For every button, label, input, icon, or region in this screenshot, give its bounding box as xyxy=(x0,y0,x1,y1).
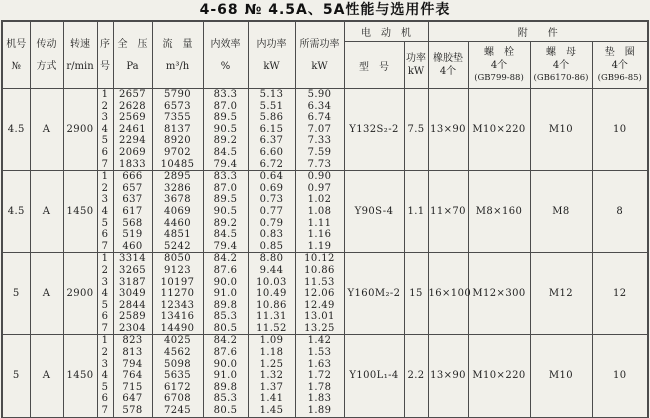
cell-required-power: 6.34 xyxy=(295,101,344,113)
cell-seq: 2 xyxy=(97,347,113,359)
cell-flow: 6708 xyxy=(152,393,203,405)
cell-required-power: 13.25 xyxy=(295,323,344,335)
cell-pressure: 2461 xyxy=(113,124,152,136)
cell-required-power: 1.72 xyxy=(295,370,344,382)
cell-required-power: 1.16 xyxy=(295,229,344,241)
cell-internal-power: 1.45 xyxy=(248,405,295,418)
cell-drive: A xyxy=(30,335,63,418)
cell-pressure: 460 xyxy=(113,241,152,253)
cell-efficiency: 85.3 xyxy=(203,393,248,405)
cell-seq: 6 xyxy=(97,229,113,241)
cell-internal-power: 5.86 xyxy=(248,112,295,124)
cell-seq: 6 xyxy=(97,393,113,405)
cell-internal-power: 6.15 xyxy=(248,124,295,136)
cell-flow: 10485 xyxy=(152,159,203,171)
cell-internal-power: 1.41 xyxy=(248,393,295,405)
cell-required-power: 0.97 xyxy=(295,183,344,195)
table-row xyxy=(2,335,648,347)
cell-efficiency: 87.0 xyxy=(203,183,248,195)
cell-efficiency: 89.5 xyxy=(203,112,248,124)
cell-required-power: 1.63 xyxy=(295,359,344,371)
cell-required-power: 12.49 xyxy=(295,300,344,312)
cell-required-power: 1.08 xyxy=(295,206,344,218)
cell-flow: 8137 xyxy=(152,124,203,136)
cell-internal-power: 10.86 xyxy=(248,300,295,312)
cell-seq: 4 xyxy=(97,124,113,136)
cell-washer: 12 xyxy=(592,253,648,335)
cell-motor-model: Y160M₂-2 xyxy=(344,253,404,335)
cell-internal-power: 1.09 xyxy=(248,335,295,347)
cell-nut: M12 xyxy=(530,253,592,335)
cell-efficiency: 83.3 xyxy=(203,171,248,183)
cell-efficiency: 90.0 xyxy=(203,277,248,289)
cell-required-power: 7.73 xyxy=(295,159,344,171)
cell-motor-model: Y100L₁-4 xyxy=(344,335,404,418)
cell-flow: 4460 xyxy=(152,218,203,230)
cell-efficiency: 90.5 xyxy=(203,124,248,136)
cell-internal-power: 0.64 xyxy=(248,171,295,183)
cell-motor-model: Y132S₂-2 xyxy=(344,89,404,171)
cell-required-power: 11.53 xyxy=(295,277,344,289)
cell-efficiency: 84.5 xyxy=(203,147,248,159)
cell-bolt: M10×220 xyxy=(468,89,530,171)
cell-required-power: 13.01 xyxy=(295,311,344,323)
page-title: 4-68 № 4.5A、5A性能与选用件表 xyxy=(199,2,451,18)
cell-efficiency: 87.6 xyxy=(203,265,248,277)
cell-pressure: 2589 xyxy=(113,311,152,323)
cell-required-power: 10.86 xyxy=(295,265,344,277)
cell-seq: 5 xyxy=(97,135,113,147)
header-group-motor: 电 动 机 xyxy=(344,21,428,42)
cell-flow: 7355 xyxy=(152,112,203,124)
cell-efficiency: 84.2 xyxy=(203,253,248,265)
header-motor-model: 型 号 xyxy=(344,42,404,89)
cell-rubber-pad: 13×90 xyxy=(428,89,468,171)
cell-efficiency: 90.0 xyxy=(203,359,248,371)
cell-motor-power: 2.2 xyxy=(404,335,428,418)
cell-internal-power: 6.37 xyxy=(248,135,295,147)
cell-efficiency: 87.0 xyxy=(203,101,248,113)
cell-seq: 3 xyxy=(97,112,113,124)
cell-required-power: 1.83 xyxy=(295,393,344,405)
cell-flow: 4851 xyxy=(152,229,203,241)
cell-drive: A xyxy=(30,89,63,171)
cell-efficiency: 85.3 xyxy=(203,311,248,323)
cell-required-power: 12.06 xyxy=(295,288,344,300)
cell-seq: 7 xyxy=(97,405,113,418)
cell-internal-power: 5.51 xyxy=(248,101,295,113)
cell-speed: 1450 xyxy=(63,171,97,253)
cell-washer: 10 xyxy=(592,89,648,171)
cell-speed: 2900 xyxy=(63,89,97,171)
header-drive: 传动 方式 xyxy=(30,21,63,89)
cell-pressure: 2628 xyxy=(113,101,152,113)
cell-internal-power: 5.13 xyxy=(248,89,295,101)
cell-flow: 9123 xyxy=(152,265,203,277)
cell-required-power: 1.02 xyxy=(295,194,344,206)
cell-flow: 9702 xyxy=(152,147,203,159)
cell-internal-power: 10.03 xyxy=(248,277,295,289)
cell-seq: 2 xyxy=(97,265,113,277)
cell-internal-power: 0.77 xyxy=(248,206,295,218)
cell-seq: 5 xyxy=(97,300,113,312)
header-speed: 转速 r/min xyxy=(63,21,97,89)
cell-seq: 1 xyxy=(97,335,113,347)
header-efficiency: 内效率 % xyxy=(203,21,248,89)
cell-machine-no: 5 xyxy=(2,253,30,335)
header-seq: 序 号 xyxy=(97,21,113,89)
cell-required-power: 6.74 xyxy=(295,112,344,124)
cell-pressure: 3187 xyxy=(113,277,152,289)
cell-efficiency: 84.2 xyxy=(203,335,248,347)
cell-efficiency: 87.6 xyxy=(203,347,248,359)
cell-pressure: 2657 xyxy=(113,89,152,101)
header-internal-power: 内功率 kW xyxy=(248,21,295,89)
cell-efficiency: 84.5 xyxy=(203,229,248,241)
cell-seq: 4 xyxy=(97,288,113,300)
header-motor-power: 功率 kW xyxy=(404,42,428,89)
cell-bolt: M8×160 xyxy=(468,171,530,253)
cell-flow: 14490 xyxy=(152,323,203,335)
cell-efficiency: 89.8 xyxy=(203,382,248,394)
header-group-attachments: 附 件 xyxy=(428,21,648,42)
cell-efficiency: 89.5 xyxy=(203,194,248,206)
cell-rubber-pad: 13×90 xyxy=(428,335,468,418)
cell-washer: 8 xyxy=(592,171,648,253)
cell-pressure: 715 xyxy=(113,382,152,394)
cell-seq: 1 xyxy=(97,89,113,101)
cell-motor-power: 1.1 xyxy=(404,171,428,253)
cell-internal-power: 10.49 xyxy=(248,288,295,300)
cell-internal-power: 0.79 xyxy=(248,218,295,230)
cell-motor-power: 7.5 xyxy=(404,89,428,171)
cell-nut: M10 xyxy=(530,335,592,418)
cell-flow: 5790 xyxy=(152,89,203,101)
cell-pressure: 813 xyxy=(113,347,152,359)
cell-required-power: 7.59 xyxy=(295,147,344,159)
cell-internal-power: 0.83 xyxy=(248,229,295,241)
cell-internal-power: 11.52 xyxy=(248,323,295,335)
cell-pressure: 764 xyxy=(113,370,152,382)
cell-flow: 4069 xyxy=(152,206,203,218)
cell-internal-power: 8.80 xyxy=(248,253,295,265)
cell-seq: 7 xyxy=(97,159,113,171)
cell-efficiency: 89.2 xyxy=(203,218,248,230)
table-row xyxy=(2,171,648,183)
cell-pressure: 3314 xyxy=(113,253,152,265)
cell-required-power: 5.90 xyxy=(295,89,344,101)
cell-washer: 10 xyxy=(592,335,648,418)
cell-pressure: 2844 xyxy=(113,300,152,312)
cell-required-power: 1.53 xyxy=(295,347,344,359)
cell-pressure: 2069 xyxy=(113,147,152,159)
cell-seq: 2 xyxy=(97,183,113,195)
table-body xyxy=(2,89,648,418)
cell-internal-power: 1.37 xyxy=(248,382,295,394)
cell-flow: 6172 xyxy=(152,382,203,394)
header-rubber-pad: 橡胶垫 4个 xyxy=(428,42,468,89)
cell-seq: 7 xyxy=(97,323,113,335)
cell-seq: 3 xyxy=(97,194,113,206)
cell-flow: 11270 xyxy=(152,288,203,300)
cell-pressure: 1833 xyxy=(113,159,152,171)
cell-internal-power: 11.31 xyxy=(248,311,295,323)
cell-flow: 8920 xyxy=(152,135,203,147)
cell-efficiency: 89.2 xyxy=(203,135,248,147)
cell-machine-no: 5 xyxy=(2,335,30,418)
cell-efficiency: 89.8 xyxy=(203,300,248,312)
cell-seq: 6 xyxy=(97,311,113,323)
cell-required-power: 10.12 xyxy=(295,253,344,265)
cell-rubber-pad: 16×100 xyxy=(428,253,468,335)
cell-motor-power: 15 xyxy=(404,253,428,335)
cell-efficiency: 90.5 xyxy=(203,206,248,218)
cell-efficiency: 83.3 xyxy=(203,89,248,101)
cell-seq: 7 xyxy=(97,241,113,253)
cell-flow: 4562 xyxy=(152,347,203,359)
cell-pressure: 3049 xyxy=(113,288,152,300)
cell-flow: 6573 xyxy=(152,101,203,113)
cell-seq: 1 xyxy=(97,171,113,183)
cell-pressure: 794 xyxy=(113,359,152,371)
cell-nut: M10 xyxy=(530,89,592,171)
header-row-1 xyxy=(2,21,648,42)
header-washer: 垫 圈 4个 (GB96-85) xyxy=(592,42,648,89)
cell-internal-power: 0.73 xyxy=(248,194,295,206)
cell-internal-power: 1.32 xyxy=(248,370,295,382)
cell-seq: 5 xyxy=(97,218,113,230)
cell-internal-power: 6.60 xyxy=(248,147,295,159)
cell-speed: 2900 xyxy=(63,253,97,335)
cell-seq: 3 xyxy=(97,359,113,371)
cell-internal-power: 0.69 xyxy=(248,183,295,195)
cell-internal-power: 1.18 xyxy=(248,347,295,359)
cell-required-power: 1.89 xyxy=(295,405,344,418)
cell-efficiency: 91.0 xyxy=(203,370,248,382)
table-row xyxy=(2,89,648,101)
cell-flow: 3286 xyxy=(152,183,203,195)
cell-required-power: 7.33 xyxy=(295,135,344,147)
cell-bolt: M12×300 xyxy=(468,253,530,335)
cell-pressure: 2294 xyxy=(113,135,152,147)
header-required-power: 所需功率 kW xyxy=(295,21,344,89)
header-flow: 流 量 m³/h xyxy=(152,21,203,89)
cell-flow: 3678 xyxy=(152,194,203,206)
cell-drive: A xyxy=(30,171,63,253)
cell-seq: 5 xyxy=(97,382,113,394)
cell-pressure: 823 xyxy=(113,335,152,347)
header-nut: 螺 母 4个 (GB6170-86) xyxy=(530,42,592,89)
cell-machine-no: 4.5 xyxy=(2,89,30,171)
cell-flow: 10197 xyxy=(152,277,203,289)
header-machine-no: 机号 № xyxy=(2,21,30,89)
cell-efficiency: 79.4 xyxy=(203,241,248,253)
cell-flow: 7245 xyxy=(152,405,203,418)
cell-seq: 3 xyxy=(97,277,113,289)
cell-nut: M8 xyxy=(530,171,592,253)
cell-flow: 2895 xyxy=(152,171,203,183)
cell-internal-power: 9.44 xyxy=(248,265,295,277)
cell-required-power: 0.90 xyxy=(295,171,344,183)
cell-flow: 5635 xyxy=(152,370,203,382)
cell-pressure: 647 xyxy=(113,393,152,405)
cell-internal-power: 0.85 xyxy=(248,241,295,253)
cell-internal-power: 1.25 xyxy=(248,359,295,371)
header-bolt: 螺 栓 4个 (GB799-88) xyxy=(468,42,530,89)
cell-flow: 4025 xyxy=(152,335,203,347)
cell-seq: 4 xyxy=(97,370,113,382)
cell-flow: 8050 xyxy=(152,253,203,265)
cell-pressure: 578 xyxy=(113,405,152,418)
cell-pressure: 617 xyxy=(113,206,152,218)
cell-flow: 12343 xyxy=(152,300,203,312)
performance-table xyxy=(1,20,649,418)
cell-pressure: 3265 xyxy=(113,265,152,277)
cell-pressure: 519 xyxy=(113,229,152,241)
cell-required-power: 1.19 xyxy=(295,241,344,253)
cell-efficiency: 80.5 xyxy=(203,405,248,418)
cell-flow: 5098 xyxy=(152,359,203,371)
cell-bolt: M10×220 xyxy=(468,335,530,418)
cell-flow: 5242 xyxy=(152,241,203,253)
cell-motor-model: Y90S-4 xyxy=(344,171,404,253)
cell-efficiency: 79.4 xyxy=(203,159,248,171)
cell-pressure: 666 xyxy=(113,171,152,183)
cell-pressure: 568 xyxy=(113,218,152,230)
cell-required-power: 7.07 xyxy=(295,124,344,136)
cell-pressure: 2569 xyxy=(113,112,152,124)
cell-speed: 1450 xyxy=(63,335,97,418)
cell-seq: 6 xyxy=(97,147,113,159)
cell-drive: A xyxy=(30,253,63,335)
cell-pressure: 2304 xyxy=(113,323,152,335)
cell-required-power: 1.11 xyxy=(295,218,344,230)
cell-seq: 4 xyxy=(97,206,113,218)
header-pressure: 全 压 Pa xyxy=(113,21,152,89)
cell-seq: 2 xyxy=(97,101,113,113)
cell-required-power: 1.42 xyxy=(295,335,344,347)
cell-rubber-pad: 11×70 xyxy=(428,171,468,253)
cell-required-power: 1.78 xyxy=(295,382,344,394)
cell-pressure: 657 xyxy=(113,183,152,195)
cell-pressure: 637 xyxy=(113,194,152,206)
table-row xyxy=(2,253,648,265)
cell-machine-no: 4.5 xyxy=(2,171,30,253)
cell-internal-power: 6.72 xyxy=(248,159,295,171)
cell-seq: 1 xyxy=(97,253,113,265)
cell-efficiency: 80.5 xyxy=(203,323,248,335)
cell-efficiency: 91.0 xyxy=(203,288,248,300)
cell-flow: 13416 xyxy=(152,311,203,323)
table-header xyxy=(2,21,648,89)
